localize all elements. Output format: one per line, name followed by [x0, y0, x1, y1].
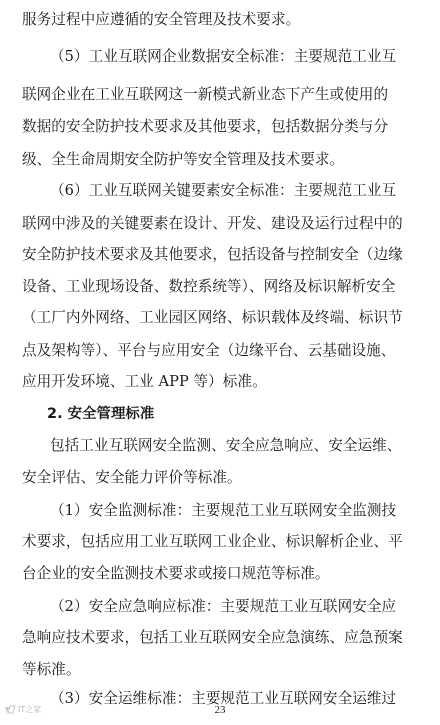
text-line: 点及架构等）、平台与应用安全（边缘平台、云基础设施、 [22, 342, 396, 359]
text-line: （5）工业互联网企业数据安全标准：主要规范工业互 [50, 48, 397, 65]
text-line: （工厂内外网络、工业园区网络、标识载体及终端、标识节 [22, 309, 403, 326]
text-line: 设备、工业现场设备、数控系统等）、网络及标识解析安全 [22, 278, 396, 295]
watermark-text: IT之家 [18, 705, 42, 714]
text-line: 服务过程中应遵循的安全管理及技术要求。 [22, 11, 301, 28]
text-line: 安全评估、安全能力评价等标准。 [22, 469, 242, 486]
text-line: 联网中涉及的关键要素在设计、开发、建设及运行过程中的 [22, 215, 403, 232]
text-line: （1）安全监测标准：主要规范工业互联网安全监测技 [50, 502, 397, 519]
text-line: 包括工业互联网安全监测、安全应急响应、安全运维、 [50, 437, 402, 454]
text-line: 级、全生命周期安全防护等安全管理及技术要求。 [22, 151, 345, 168]
text-line: 数据的安全防护技术要求及其他要求，包括数据分类与分 [22, 118, 389, 135]
text-line: 术要求，包括应用工业互联网工业企业、标识解析企业、平 [22, 533, 403, 550]
text-line: 安全防护技术要求及其他要求，包括设备与控制安全（边缘 [22, 246, 403, 263]
text-line: 台企业的安全监测技术要求或接口规范等标准。 [22, 565, 330, 582]
page-number: 23 [214, 704, 226, 716]
text-line: （3）安全运维标准：主要规范工业互联网安全运维过 [50, 690, 397, 707]
text-line: 联网企业在工业互联网这一新模式新业态下产生或使用的 [22, 86, 389, 103]
section-heading: 2. 安全管理标准 [47, 406, 155, 422]
text-line: （2）安全应急响应标准：主要规范工业互联网安全应 [50, 598, 397, 615]
text-line: 急响应技术要求，包括工业互联网安全应急演练、应急预案 [22, 629, 403, 646]
text-line: 应用开发环境、工业 APP 等）标准。 [22, 373, 267, 390]
text-line: （6）工业互联网关键要素安全标准：主要规范工业互 [50, 182, 397, 199]
text-line: 等标准。 [22, 661, 81, 678]
